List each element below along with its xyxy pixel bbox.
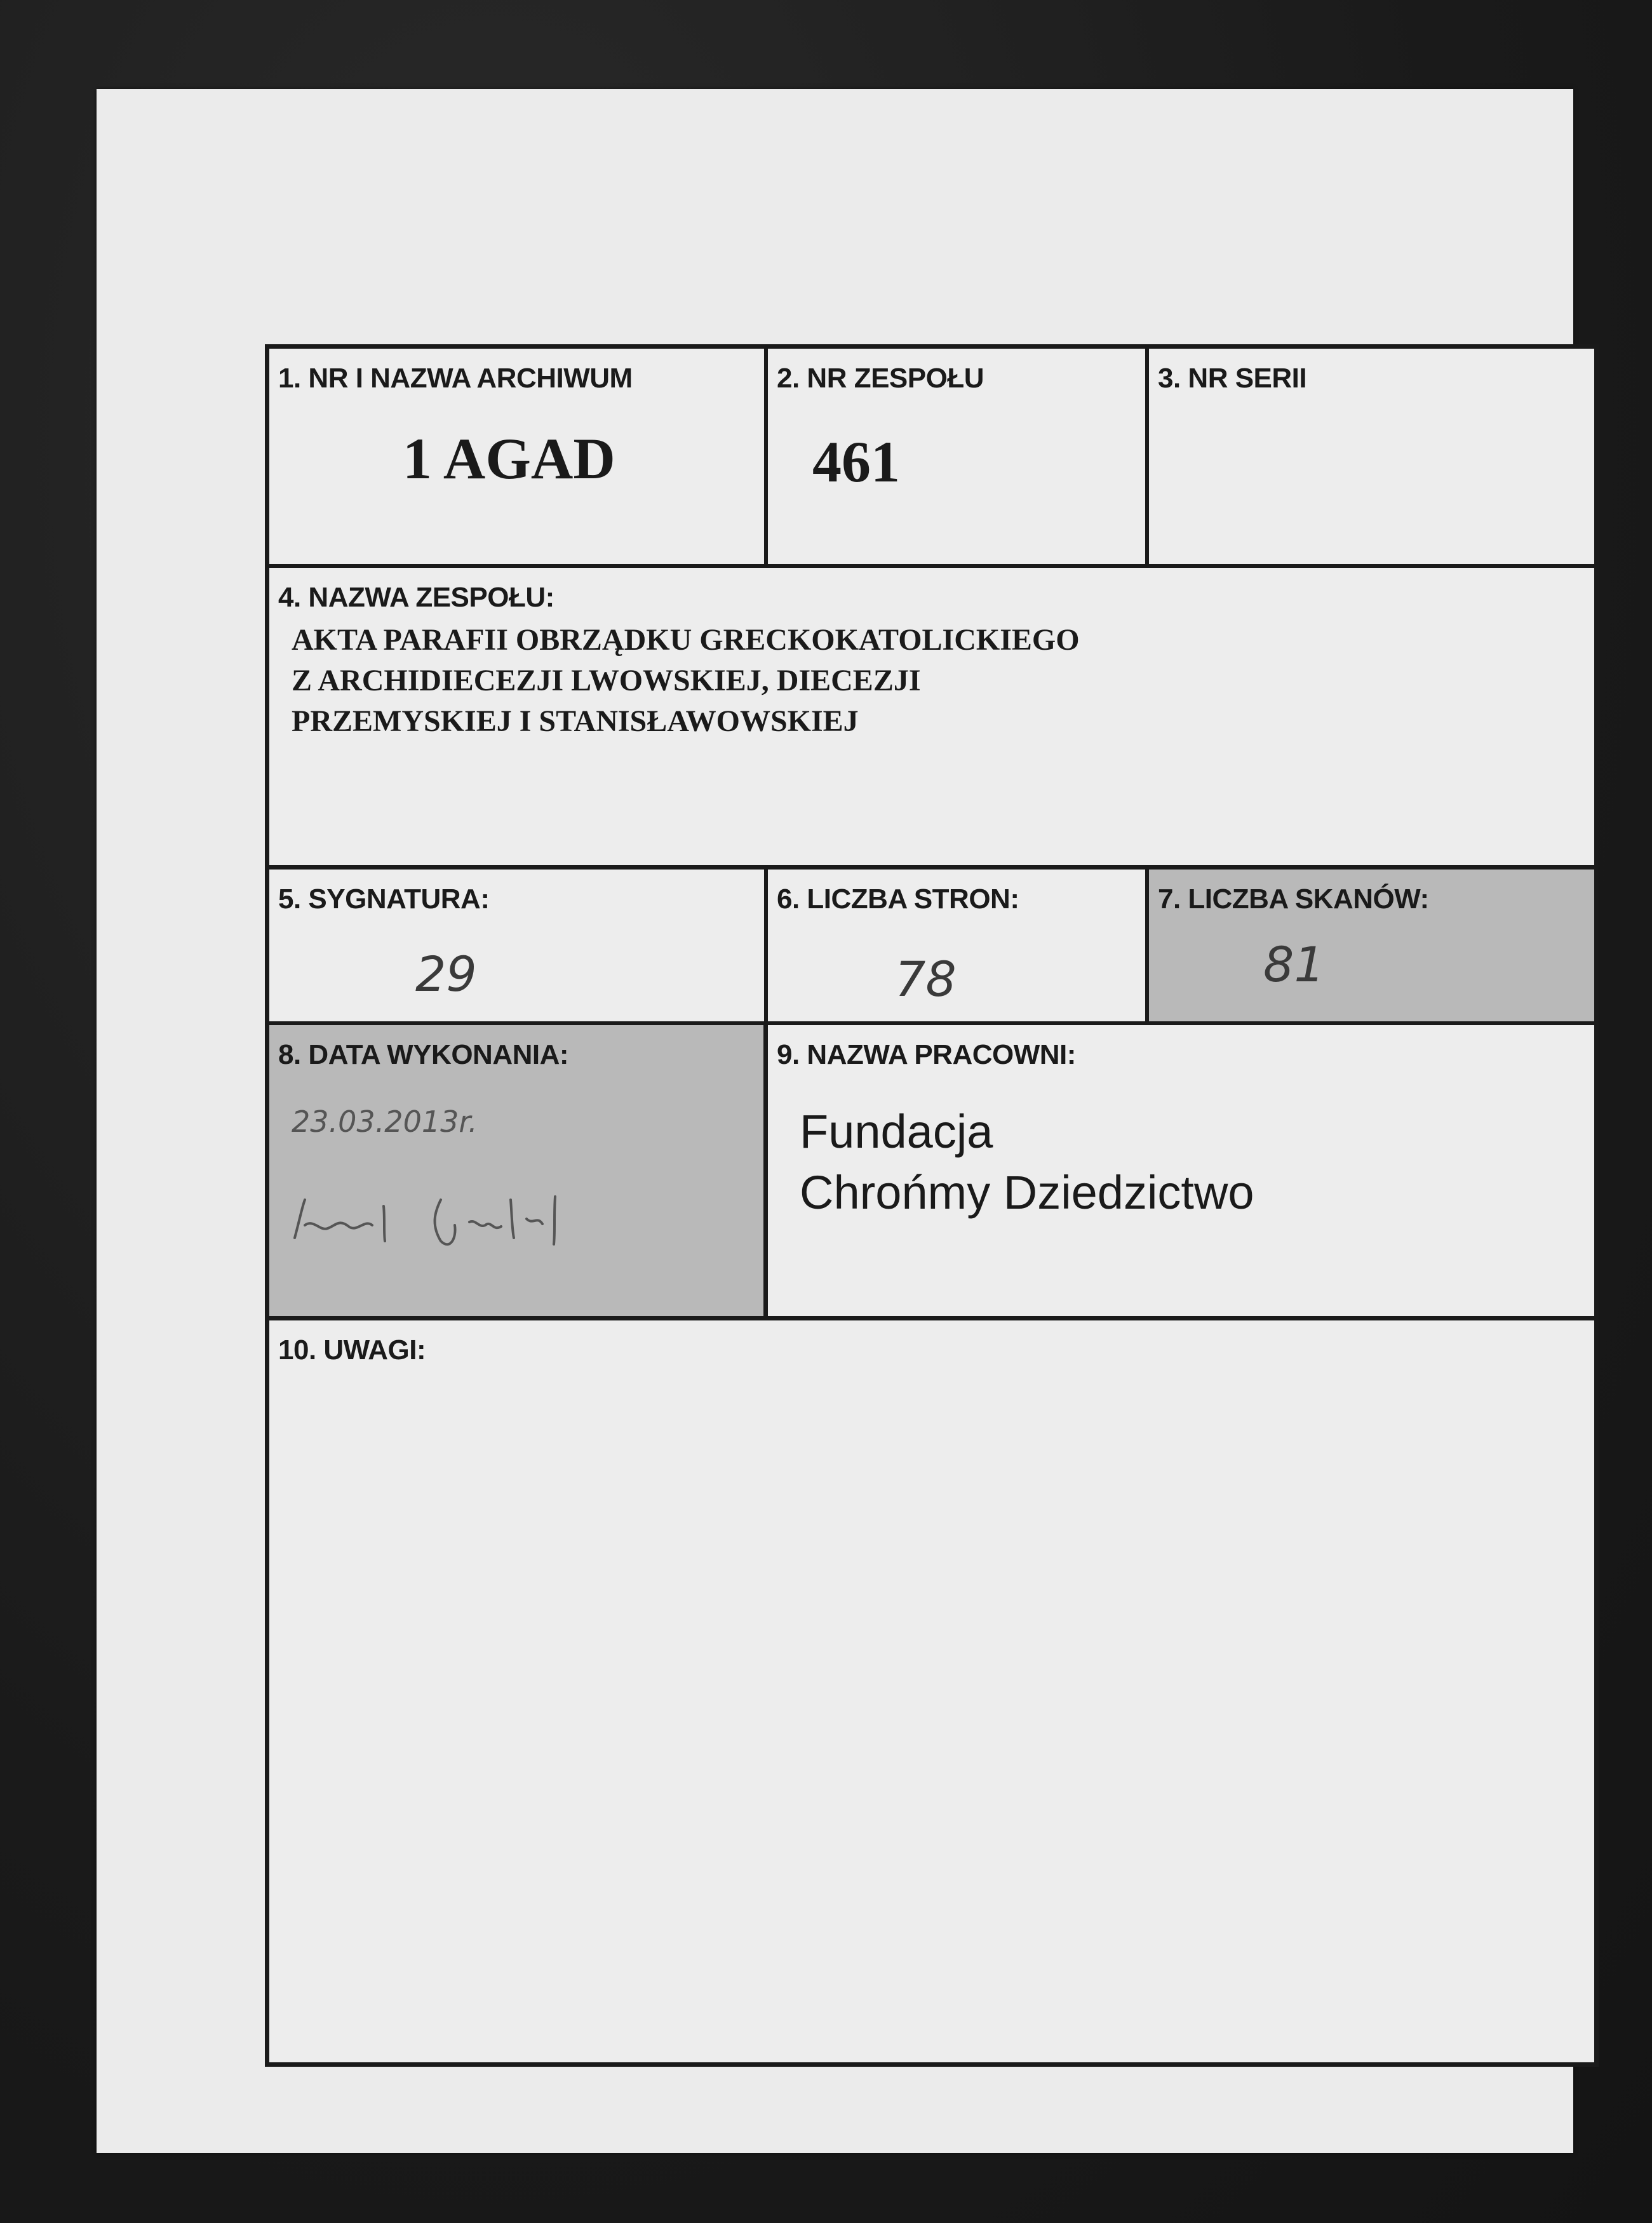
- paper-sheet: [97, 89, 1573, 2153]
- archive-cell: [269, 349, 768, 568]
- fonds-number-label: 2. NR ZESPOŁU: [777, 363, 984, 394]
- page-count-cell: [768, 870, 1149, 1025]
- studio-cell: [768, 1025, 1594, 1320]
- notes-cell: [269, 1320, 1594, 2062]
- fonds-name-line: PRZEMYSKIEJ I STANISŁAWOWSKIEJ: [292, 704, 859, 738]
- series-number-label: 3. NR SERII: [1158, 363, 1307, 394]
- signature-label: 5. SYGNATURA:: [278, 883, 490, 915]
- metrics-form: [265, 344, 1599, 2067]
- fonds-number-value: 461: [812, 429, 900, 494]
- fonds-name-label: 4. NAZWA ZESPOŁU:: [278, 582, 554, 613]
- fonds-number-cell: [768, 349, 1149, 568]
- studio-name-line: Fundacja: [800, 1105, 993, 1158]
- fonds-name-text: [292, 620, 1080, 742]
- scan-count-value: 81: [1263, 936, 1325, 993]
- studio-name: [800, 1101, 1254, 1223]
- archive-value: 1 AGAD: [403, 426, 615, 491]
- scan-count-cell: [1149, 870, 1594, 1025]
- series-number-cell: [1149, 349, 1594, 568]
- signature-cell: [269, 870, 768, 1025]
- archive-label: 1. NR I NAZWA ARCHIWUM: [278, 363, 633, 394]
- signature-value: 29: [415, 946, 477, 1002]
- handwritten-signature: [288, 1181, 581, 1257]
- studio-name-line: Chrońmy Dziedzictwo: [800, 1166, 1254, 1219]
- page-count-label: 6. LICZBA STRON:: [777, 883, 1019, 915]
- date-label: 8. DATA WYKONANIA:: [278, 1039, 569, 1070]
- page-count-value: 78: [895, 951, 957, 1007]
- fonds-name-cell: [269, 568, 1594, 870]
- scan-count-label: 7. LICZBA SKANÓW:: [1158, 883, 1429, 915]
- date-cell: [269, 1025, 768, 1320]
- date-value: 23.03.2013r.: [292, 1105, 478, 1139]
- studio-label: 9. NAZWA PRACOWNI:: [777, 1039, 1076, 1070]
- notes-label: 10. UWAGI:: [278, 1334, 426, 1366]
- fonds-name-line: Z ARCHIDIECEZJI LWOWSKIEJ, DIECEZJI: [292, 664, 921, 697]
- fonds-name-line: AKTA PARAFII OBRZĄDKU GRECKOKATOLICKIEGO: [292, 623, 1080, 657]
